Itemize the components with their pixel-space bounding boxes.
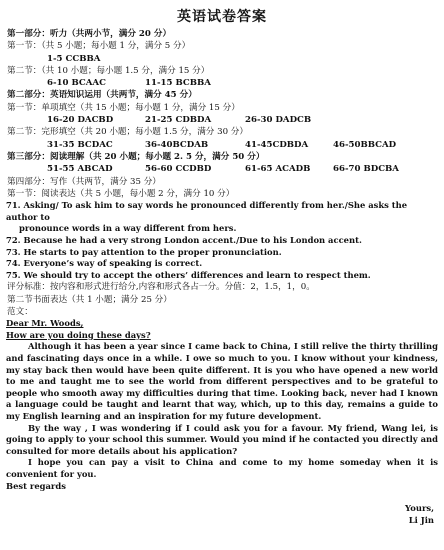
answer-71-line2: pronounce words in a way different from hers.	[19, 223, 237, 234]
answer-71	[6, 200, 438, 235]
letter-paragraph-3: I hope you can pay a visit to China and come to my home someday when it is convenient for you.	[6, 457, 438, 479]
sample-label: 范文：	[7, 306, 33, 317]
answer-group: 51-55 ABCAD	[47, 164, 113, 175]
answer-group: 21-25 CDBDA	[145, 115, 212, 126]
answer-group: 6-10 BCAAC	[47, 78, 106, 89]
letter-opening: How are you doing these days?	[6, 329, 151, 340]
answer-group: 1-5 CCBBA	[47, 53, 101, 64]
answer-group: 16-20 DACBD	[47, 115, 114, 126]
answer-group: 31-35 BCDAC	[47, 139, 113, 150]
part1-section1: 第一节：（共 5 小题；每小题 1 分，满分 5 分）	[7, 41, 191, 52]
part4-section2: 第二节书面表达（共 1 小题；满分 25 分）	[7, 294, 172, 305]
part2-section1-answers	[7, 114, 438, 126]
answer-group: 46-50BBCAD	[333, 139, 397, 150]
page-title: 英语试卷答案	[177, 9, 267, 25]
answer-group: 66-70 BDCBA	[333, 164, 399, 175]
answer-group: 11-15 BCBBA	[145, 78, 211, 89]
part2-heading: 第二部分：英语知识运用（共两节，满分 45 分）	[7, 90, 197, 101]
part3-answers	[7, 163, 438, 175]
letter-sign-off: Yours,	[405, 503, 434, 514]
part2-section2-answers	[7, 139, 438, 151]
answer-71-line1: 71. Asking/ To ask him to say words he pronounced differently from her./She asks the author to	[6, 200, 408, 222]
letter-closing: Best regards	[6, 480, 66, 491]
answer-74: 74. Everyone’s way of speaking is correct.	[6, 258, 203, 269]
letter-signature: Li Jin	[408, 515, 434, 526]
part1-section2: 第二节：（共 10 小题；每小题 1.5 分，满分 15 分）	[7, 65, 210, 76]
answer-key	[0, 28, 444, 200]
part1-section1-answers	[7, 53, 438, 65]
part2-section1: 第一节：单项填空（共 15 小题；每小题 1 分，满分 15 分）	[7, 102, 240, 113]
answer-group: 26-30 DADCB	[245, 115, 312, 126]
writing-section	[0, 281, 444, 318]
letter-paragraph-1: Although it has been a year since I came back to China, I still relive the thirty thrilling and fascinating days once in a while. I owe so much to you. I know without your kindness, my stay back then would have been quite different. It is you who have opened a new world to me and taught me to see the world from different perspectives and to be grateful to people who smooth away my difficulties during that time. Looking back, never had I known a language could be taught and learnt that way, which, up to this day, remains a guide to my English learning and an inspiration for my future development.	[6, 341, 438, 421]
part4-heading: 第四部分：写作（共两节，满分 35 分）	[7, 176, 161, 187]
answer-group: 41-45CDBDA	[245, 139, 309, 150]
answer-group: 36-40BCDAB	[145, 139, 209, 150]
part3-heading: 第三部分：阅读理解（共 20 小题；每小题 2. 5 分，满分 50 分）	[7, 151, 265, 162]
part1-section2-answers	[7, 77, 438, 89]
answer-group: 61-65 ACADB	[245, 164, 311, 175]
part2-section2: 第二节：完形填空（共 20 小题；每小题 1.5 分，满分 30 分）	[7, 127, 248, 138]
answer-group: 56-60 CCDBD	[145, 164, 212, 175]
letter-paragraph-2: By the way , I was wondering if I could ask you for a favour. My friend, Wang lei, is going to apply to your school this summer. Would you mind if he contacted you directly and consulted for more details about his application?	[6, 422, 438, 456]
letter-greeting: Dear Mr. Woods,	[6, 318, 84, 329]
answer-72: 72. Because he had a very strong London accent./Due to his London accent.	[6, 234, 362, 245]
answer-75: 75. We should try to accept the others’ differences and learn to respect them.	[6, 269, 371, 280]
part1-heading: 第一部分：听力（共两小节，满分 20 分）	[7, 29, 172, 39]
part4-section1: 第一节：阅读表达（共 5 小题，每小题 2 分，满分 10 分）	[7, 188, 235, 199]
scoring-criteria: 评分标准：按内容和形式进行给分,内容和形式各占一分。分值：2，1.5，1，0。	[7, 282, 315, 293]
answer-73: 73. He starts to pay attention to the proper pronunciation.	[6, 246, 282, 257]
